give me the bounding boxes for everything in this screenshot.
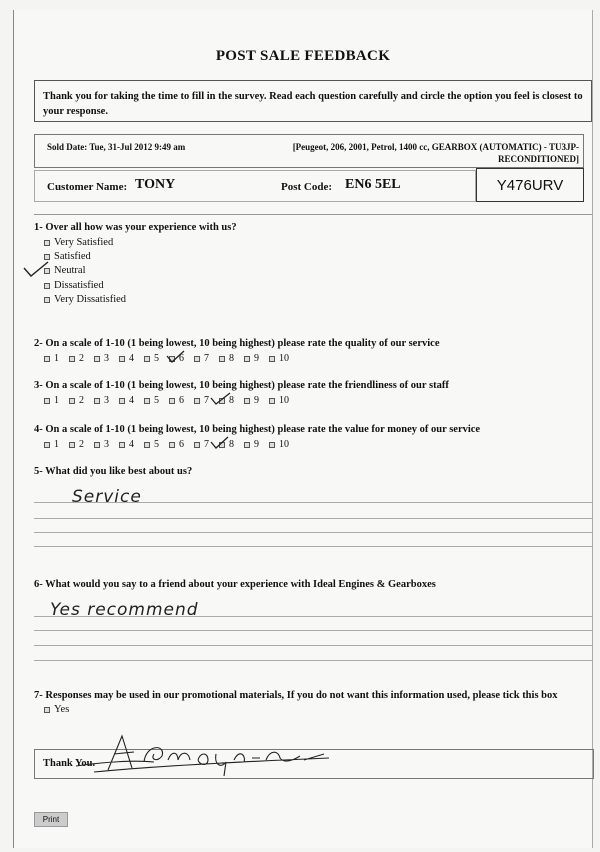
q1-option-satisfied[interactable]: Satisfied (44, 251, 91, 262)
q1-option-very-dissatisfied[interactable]: Very Dissatisfied (44, 294, 126, 305)
scale-option-1[interactable]: 1 (44, 395, 69, 406)
scale-option-10[interactable]: 10 (269, 395, 294, 406)
registration-box (476, 168, 584, 202)
question-7: 7- Responses may be used in our promotional materials, If you do not want this information used, please tick this box (34, 690, 558, 701)
checkbox[interactable] (44, 297, 50, 303)
scale-option-6[interactable]: 6 (169, 395, 194, 406)
answer-line (34, 518, 592, 519)
scale-option-6[interactable]: 6 (169, 439, 194, 450)
page-title: POST SALE FEEDBACK (215, 48, 391, 64)
scale-option-5[interactable]: 5 (144, 395, 169, 406)
scale-option-3[interactable]: 3 (94, 395, 119, 406)
scale-option-1[interactable]: 1 (44, 439, 69, 450)
postcode-label: Post Code: (281, 181, 333, 193)
scale-option-2[interactable]: 2 (69, 353, 94, 364)
checkbox[interactable] (44, 283, 50, 289)
scale-option-10[interactable]: 10 (269, 353, 294, 364)
handwritten-tick-mark (166, 350, 186, 364)
scale-option-9[interactable]: 9 (244, 439, 269, 450)
q4-scale (44, 439, 294, 450)
q1-option-neutral[interactable]: Neutral (44, 265, 86, 276)
print-button[interactable]: Print (34, 812, 68, 827)
answer-line (34, 660, 592, 661)
scale-option-6[interactable]: 6 (169, 353, 194, 364)
scale-option-9[interactable]: 9 (244, 395, 269, 406)
scale-option-9[interactable]: 9 (244, 353, 269, 364)
q1-option-dissatisfied[interactable]: Dissatisfied (44, 280, 104, 291)
question-1: 1- Over all how was your experience with us? (34, 222, 237, 233)
thank-you-label: Thank You. (43, 758, 96, 769)
scale-option-7[interactable]: 7 (194, 353, 219, 364)
q3-scale (44, 395, 294, 406)
answer-line (34, 645, 592, 646)
answer-line (34, 616, 592, 617)
vehicle-details: [Peugeot, 206, 2001, Petrol, 1400 cc, GEARBOX (AUTOMATIC) - TU3JP-RECONDITIONED] (292, 142, 579, 164)
scale-option-7[interactable]: 7 (194, 395, 219, 406)
scale-option-8[interactable]: 8 (219, 353, 244, 364)
answer-line (34, 546, 592, 547)
postcode-value: EN6 5EL (345, 177, 401, 192)
scale-option-4[interactable]: 4 (119, 439, 144, 450)
scale-option-8[interactable]: 8 (219, 395, 244, 406)
scale-option-1[interactable]: 1 (44, 353, 69, 364)
question-3: 3- On a scale of 1-10 (1 being lowest, 10 being highest) please rate the friendliness of our staff (34, 380, 449, 391)
q5-handwritten-answer: Service (72, 487, 142, 507)
q6-handwritten-answer: Yes recommend (50, 600, 199, 620)
scale-option-4[interactable]: 4 (119, 395, 144, 406)
checkbox[interactable] (44, 254, 50, 260)
sale-details (34, 134, 584, 168)
customer-details (34, 170, 476, 202)
answer-line (34, 630, 592, 631)
question-2: 2- On a scale of 1-10 (1 being lowest, 10 being highest) please rate the quality of our service (34, 338, 440, 349)
scale-option-8[interactable]: 8 (219, 439, 244, 450)
customer-name-label: Customer Name: (47, 181, 128, 193)
checkbox[interactable] (44, 707, 50, 713)
question-5: 5- What did you like best about us? (34, 466, 193, 477)
customer-name-value: TONY (135, 177, 176, 192)
sold-date: Sold Date: Tue, 31-Jul 2012 9:49 am (47, 142, 186, 152)
q7-option-yes[interactable]: Yes (44, 704, 69, 715)
question-6: 6- What would you say to a friend about your experience with Ideal Engines & Gearboxes (34, 579, 436, 590)
scale-option-2[interactable]: 2 (69, 395, 94, 406)
answer-line (34, 502, 592, 503)
scale-option-4[interactable]: 4 (119, 353, 144, 364)
signature-scribble (74, 732, 334, 778)
handwritten-tick-mark (210, 392, 232, 406)
q1-option-very-satisfied[interactable]: Very Satisfied (44, 237, 113, 248)
checkbox[interactable] (44, 240, 50, 246)
handwritten-tick-mark (210, 436, 230, 450)
scale-option-10[interactable]: 10 (269, 439, 294, 450)
scale-option-2[interactable]: 2 (69, 439, 94, 450)
handwritten-tick-mark (22, 260, 52, 280)
question-4: 4- On a scale of 1-10 (1 being lowest, 10 being highest) please rate the value for money of our service (34, 424, 481, 435)
scale-option-3[interactable]: 3 (94, 353, 119, 364)
answer-line (34, 532, 592, 533)
intro-text: Thank you for taking the time to fill in the survey. Read each question carefully and circle the option you feel is closest to your response. (34, 80, 592, 122)
registration-value: Y476URV (496, 177, 564, 194)
scale-option-5[interactable]: 5 (144, 439, 169, 450)
scale-option-7[interactable]: 7 (194, 439, 219, 450)
divider (34, 214, 592, 215)
feedback-sheet (13, 10, 593, 848)
scale-option-5[interactable]: 5 (144, 353, 169, 364)
scale-option-3[interactable]: 3 (94, 439, 119, 450)
